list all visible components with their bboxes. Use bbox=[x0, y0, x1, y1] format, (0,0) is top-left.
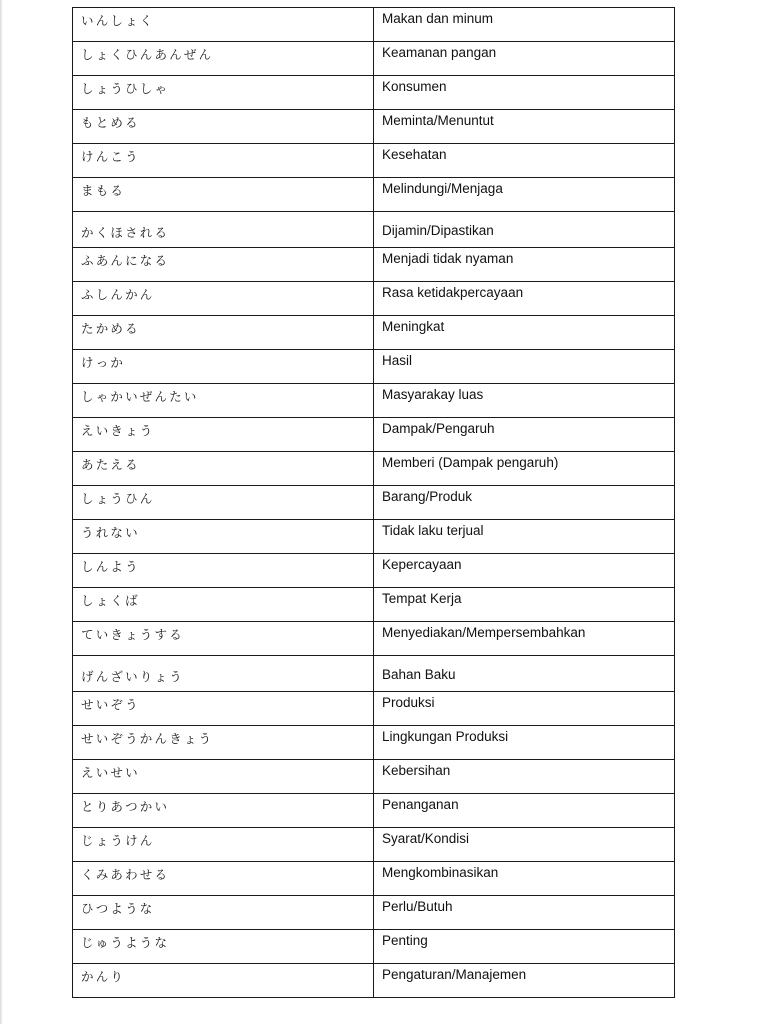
japanese-term: うれない bbox=[73, 520, 374, 554]
vocab-row bbox=[73, 316, 675, 350]
indonesian-meaning: Masyarakay luas bbox=[374, 384, 675, 418]
japanese-term: しんよう bbox=[73, 554, 374, 588]
japanese-term: しゃかいぜんたい bbox=[73, 384, 374, 418]
japanese-term: しょくひんあんぜん bbox=[73, 42, 374, 76]
vocab-row bbox=[73, 42, 675, 76]
indonesian-meaning: Menjadi tidak nyaman bbox=[374, 248, 675, 282]
page-edge bbox=[0, 0, 3, 1024]
vocab-row bbox=[73, 212, 675, 248]
vocab-row bbox=[73, 248, 675, 282]
indonesian-meaning: Produksi bbox=[374, 692, 675, 726]
japanese-term: くみあわせる bbox=[73, 862, 374, 896]
vocab-row bbox=[73, 76, 675, 110]
indonesian-meaning: Tidak laku terjual bbox=[374, 520, 675, 554]
japanese-term: ふあんになる bbox=[73, 248, 374, 282]
indonesian-meaning: Memberi (Dampak pengaruh) bbox=[374, 452, 675, 486]
vocab-row bbox=[73, 930, 675, 964]
vocab-row bbox=[73, 726, 675, 760]
vocab-row bbox=[73, 110, 675, 144]
vocab-row bbox=[73, 486, 675, 520]
indonesian-meaning: Penanganan bbox=[374, 794, 675, 828]
japanese-term: まもる bbox=[73, 178, 374, 212]
indonesian-meaning: Mengkombinasikan bbox=[374, 862, 675, 896]
vocab-row bbox=[73, 350, 675, 384]
indonesian-meaning: Dijamin/Dipastikan bbox=[374, 212, 675, 248]
japanese-term: せいぞう bbox=[73, 692, 374, 726]
vocab-row bbox=[73, 8, 675, 42]
indonesian-meaning: Dampak/Pengaruh bbox=[374, 418, 675, 452]
vocab-row bbox=[73, 282, 675, 316]
japanese-term: えいきょう bbox=[73, 418, 374, 452]
japanese-term: けっか bbox=[73, 350, 374, 384]
vocab-row bbox=[73, 144, 675, 178]
japanese-term: もとめる bbox=[73, 110, 374, 144]
indonesian-meaning: Meminta/Menuntut bbox=[374, 110, 675, 144]
vocab-row bbox=[73, 828, 675, 862]
japanese-term: じゅうような bbox=[73, 930, 374, 964]
vocab-row bbox=[73, 622, 675, 656]
japanese-term: しょくば bbox=[73, 588, 374, 622]
indonesian-meaning: Perlu/Butuh bbox=[374, 896, 675, 930]
indonesian-meaning: Keamanan pangan bbox=[374, 42, 675, 76]
indonesian-meaning: Bahan Baku bbox=[374, 656, 675, 692]
vocab-row bbox=[73, 862, 675, 896]
vocab-row bbox=[73, 452, 675, 486]
vocab-row bbox=[73, 964, 675, 998]
vocabulary-table-body bbox=[73, 8, 675, 998]
indonesian-meaning: Barang/Produk bbox=[374, 486, 675, 520]
vocab-row bbox=[73, 178, 675, 212]
indonesian-meaning: Pengaturan/Manajemen bbox=[374, 964, 675, 998]
indonesian-meaning: Hasil bbox=[374, 350, 675, 384]
japanese-term: せいぞうかんきょう bbox=[73, 726, 374, 760]
indonesian-meaning: Rasa ketidakpercayaan bbox=[374, 282, 675, 316]
vocab-row bbox=[73, 692, 675, 726]
japanese-term: かくほされる bbox=[73, 212, 374, 248]
indonesian-meaning: Lingkungan Produksi bbox=[374, 726, 675, 760]
japanese-term: えいせい bbox=[73, 760, 374, 794]
japanese-term: げんざいりょう bbox=[73, 656, 374, 692]
japanese-term: たかめる bbox=[73, 316, 374, 350]
japanese-term: しょうひん bbox=[73, 486, 374, 520]
indonesian-meaning: Tempat Kerja bbox=[374, 588, 675, 622]
indonesian-meaning: Kepercayaan bbox=[374, 554, 675, 588]
vocab-row bbox=[73, 656, 675, 692]
indonesian-meaning: Syarat/Kondisi bbox=[374, 828, 675, 862]
japanese-term: いんしょく bbox=[73, 8, 374, 42]
japanese-term: かんり bbox=[73, 964, 374, 998]
vocab-row bbox=[73, 418, 675, 452]
vocabulary-table bbox=[72, 7, 675, 998]
vocab-row bbox=[73, 896, 675, 930]
japanese-term: じょうけん bbox=[73, 828, 374, 862]
indonesian-meaning: Meningkat bbox=[374, 316, 675, 350]
vocab-row bbox=[73, 760, 675, 794]
vocab-row bbox=[73, 384, 675, 418]
indonesian-meaning: Melindungi/Menjaga bbox=[374, 178, 675, 212]
japanese-term: しょうひしゃ bbox=[73, 76, 374, 110]
japanese-term: ていきょうする bbox=[73, 622, 374, 656]
vocab-row bbox=[73, 520, 675, 554]
indonesian-meaning: Konsumen bbox=[374, 76, 675, 110]
vocab-row bbox=[73, 554, 675, 588]
indonesian-meaning: Kesehatan bbox=[374, 144, 675, 178]
indonesian-meaning: Kebersihan bbox=[374, 760, 675, 794]
japanese-term: あたえる bbox=[73, 452, 374, 486]
indonesian-meaning: Makan dan minum bbox=[374, 8, 675, 42]
indonesian-meaning: Penting bbox=[374, 930, 675, 964]
vocab-row bbox=[73, 794, 675, 828]
vocab-row bbox=[73, 588, 675, 622]
japanese-term: ひつような bbox=[73, 896, 374, 930]
japanese-term: とりあつかい bbox=[73, 794, 374, 828]
japanese-term: ふしんかん bbox=[73, 282, 374, 316]
japanese-term: けんこう bbox=[73, 144, 374, 178]
indonesian-meaning: Menyediakan/Mempersembahkan bbox=[374, 622, 675, 656]
